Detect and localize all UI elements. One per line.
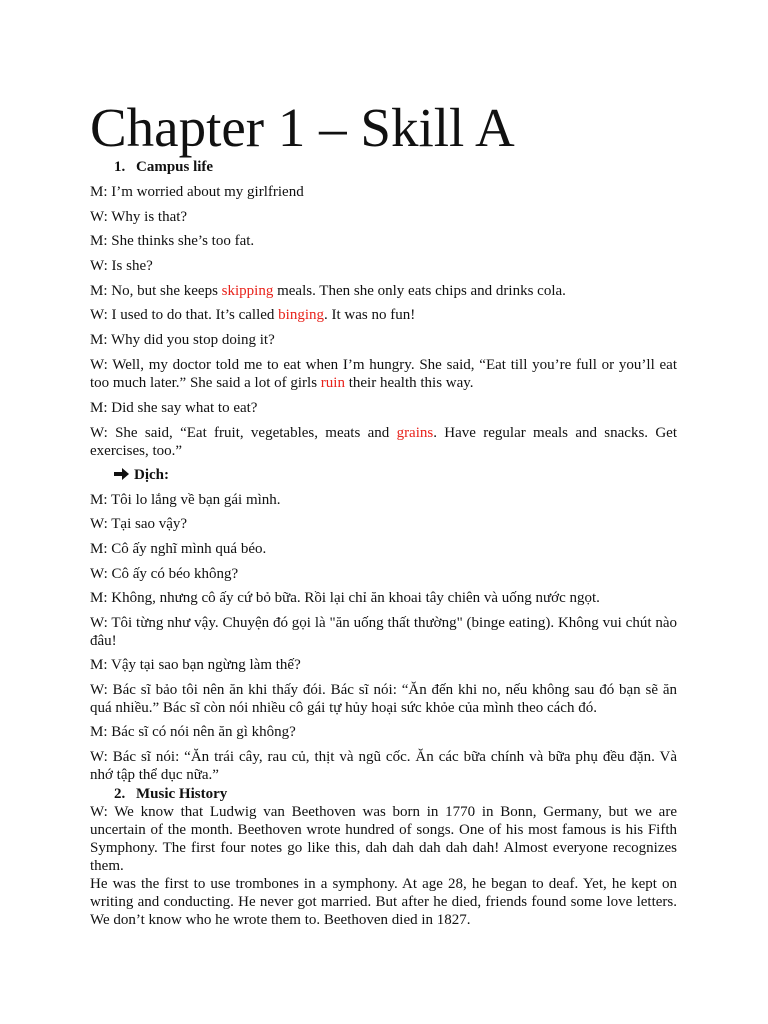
translation-line <box>90 565 677 583</box>
dialogue-text: M: I’m worried about my girlfriend <box>90 184 304 200</box>
dialogue-line <box>90 183 677 201</box>
dialogue-line <box>90 208 677 226</box>
dialogue-text <box>90 356 677 392</box>
translation-text: W: Tại sao vậy? <box>90 516 188 532</box>
translation-line <box>90 589 677 607</box>
dialogue-text <box>90 282 677 300</box>
translation-text: M: Tôi lo lắng về bạn gái mình. <box>90 492 281 508</box>
translation-text: W: Tôi từng như vậy. Chuyện đó gọi là "ăn uống thất thường" (binge eating). Không vui chút nào đâu! <box>90 615 677 649</box>
section-number: 1. <box>114 159 126 175</box>
text-segment: . It was no fun! <box>324 307 416 323</box>
translation-heading-row <box>90 466 677 484</box>
highlighted-word: binging <box>278 307 324 323</box>
section-number: 2. <box>114 786 126 802</box>
dialogue-line <box>90 257 677 275</box>
translation-line <box>90 656 677 674</box>
text-segment: W: She said, “Eat fruit, vegetables, meats and <box>90 425 397 441</box>
translation-text: M: Bác sĩ có nói nên ăn gì không? <box>90 724 296 740</box>
translation-line <box>90 614 677 650</box>
translation-label: Dịch: <box>134 467 169 483</box>
translation-text: M: Cô ấy nghĩ mình quá béo. <box>90 541 267 557</box>
dialogue-line <box>90 232 677 250</box>
translation-line <box>90 681 677 717</box>
translation-text: W: Bác sĩ nói: “Ăn trái cây, rau củ, thịt và ngũ cốc. Ăn các bữa chính và bữa phụ đều đặn. Và nhớ tập thể dục nữa.” <box>90 749 677 783</box>
text-segment: W: Well, my doctor told me to eat when I’m hungry. She said, “Eat till you’re full or you’ll eat too much later.” She said a lot of girls <box>90 357 677 391</box>
paragraph: He was the first to use trombones in a symphony. At age 28, he began to deaf. Yet, he kept on writing and conducting. He never got married. But after he died, friends found some love letters. We don’t know who he wrote them to. Beethoven died in 1827. <box>90 876 677 928</box>
translation-line <box>90 723 677 741</box>
text-segment: . Have regular meals and snacks. Get exercises, too.” <box>90 425 677 459</box>
section-heading <box>90 158 677 176</box>
translation-line <box>90 491 677 509</box>
dialogue-line <box>90 399 677 417</box>
dialogue-text <box>90 306 677 324</box>
page-title: Chapter 1 – Skill A <box>90 97 515 158</box>
dialogue-line <box>90 356 677 392</box>
translation-text: W: Bác sĩ bảo tôi nên ăn khi thấy đói. Bác sĩ nói: “Ăn đến khi no, nếu không sau đó bạn sẽ ăn quá nhiều.” Bác sĩ còn nói nhiều cô gái tự hủy hoại sức khỏe của mình theo cách đó. <box>90 682 677 716</box>
dialogue-text: W: Is she? <box>90 258 153 274</box>
dialogue-line <box>90 331 677 349</box>
translation-line <box>90 515 677 533</box>
dialogue-line <box>90 306 677 324</box>
dialogue-text <box>90 424 677 460</box>
text-segment: their health this way. <box>344 375 474 391</box>
translation-text: M: Không, nhưng cô ấy cứ bỏ bữa. Rồi lại chỉ ăn khoai tây chiên và uống nước ngọt. <box>90 590 600 606</box>
dialogue-text: M: Did she say what to eat? <box>90 400 258 416</box>
dialogue-text: W: Why is that? <box>90 209 188 225</box>
section-title: Music History <box>136 786 228 802</box>
section-campus-life <box>90 158 677 176</box>
section-music-history <box>90 785 677 929</box>
text-segment: M: No, but she keeps <box>90 283 222 299</box>
translation-line <box>90 540 677 558</box>
highlighted-word: grains <box>396 425 434 441</box>
translation-text: M: Vậy tại sao bạn ngừng làm thế? <box>90 657 301 673</box>
section-title: Campus life <box>136 159 214 175</box>
highlighted-word: ruin <box>320 375 345 391</box>
dialogue-line <box>90 282 677 300</box>
paragraph: W: We know that Ludwig van Beethoven was born in 1770 in Bonn, Germany, but we are uncertain of the month. Beethoven wrote hundred of songs. One of his most famous is his Fifth Symphony. The first four notes go like this, dah dah dah dah dah! Almost everyone recognizes them. <box>90 804 677 874</box>
text-segment: meals. Then she only eats chips and drinks cola. <box>273 283 566 299</box>
dialogue-text: M: Why did you stop doing it? <box>90 332 275 348</box>
text-segment: W: I used to do that. It’s called <box>90 307 279 323</box>
dialogue-line <box>90 424 677 460</box>
highlighted-word: skipping <box>221 283 274 299</box>
dialogue-text: M: She thinks she’s too fat. <box>90 233 255 249</box>
arrow-right-icon <box>90 466 134 484</box>
translation-heading <box>90 466 677 484</box>
section-heading <box>90 785 677 803</box>
translation-text: W: Cô ấy có béo không? <box>90 566 239 582</box>
translation-line <box>90 748 677 784</box>
